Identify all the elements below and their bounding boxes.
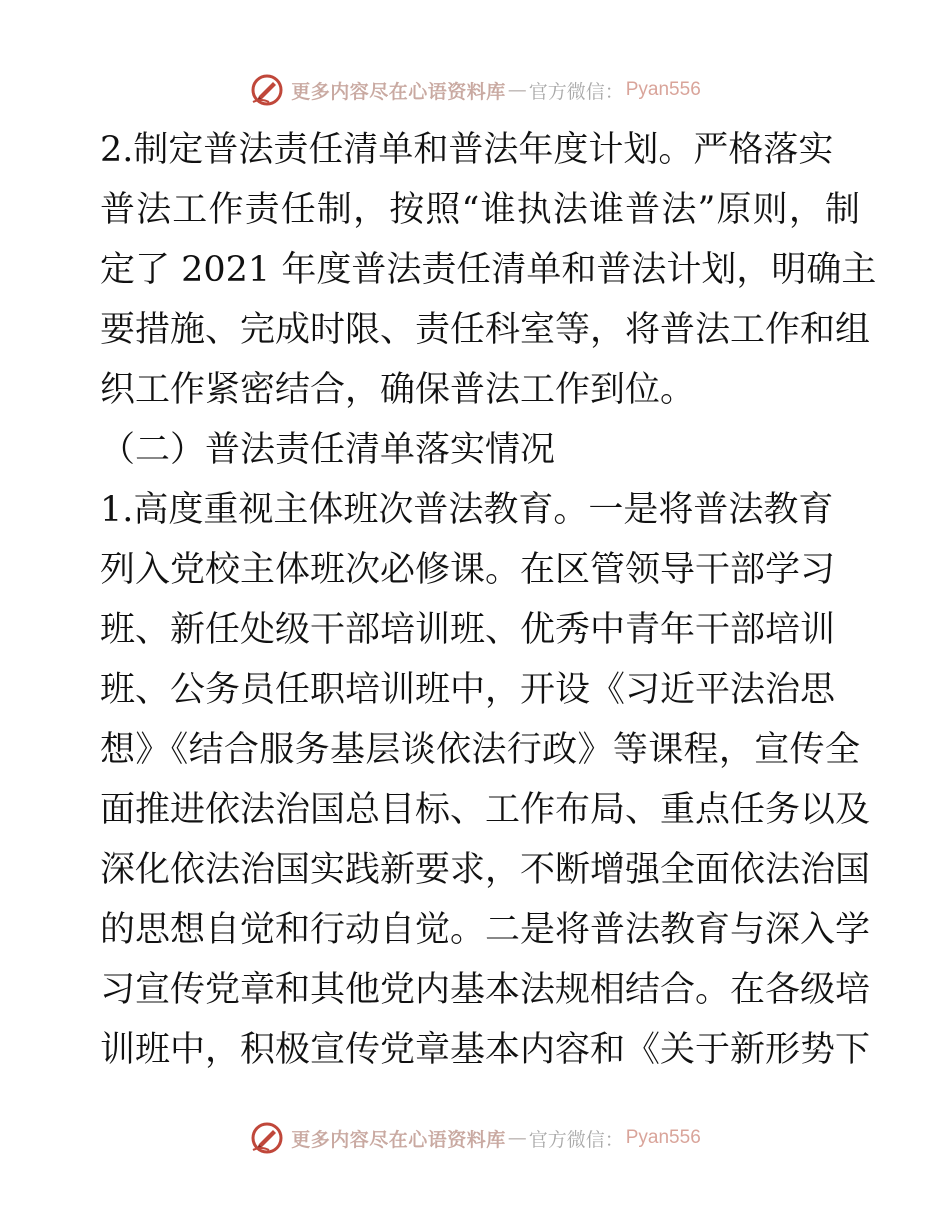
text-line: 训班中，积极宣传党章基本内容和《关于新形势下 [100, 1030, 871, 1070]
banner-main-text: 更多内容尽在心语资料库 [291, 1128, 506, 1151]
text-line: 深化依法治国实践新要求，不断增强全面依法治国 [100, 850, 871, 890]
paragraph [100, 120, 877, 420]
banner-main-text: 更多内容尽在心语资料库 [291, 80, 506, 103]
banner-separator: — [507, 1127, 527, 1149]
text-line: 的思想自觉和行动自觉。二是将普法教育与深入学 [100, 910, 871, 950]
section-heading-text: （二）普法责任清单落实情况 [100, 430, 556, 470]
text-line: 要措施、完成时限、责任科室等，将普法工作和组 [100, 310, 871, 350]
text-line: 想》《结合服务基层谈依法行政》等课程，宣传全 [100, 730, 860, 770]
footer-watermark-banner [0, 1118, 950, 1158]
section-heading [100, 420, 860, 480]
text-line: 定了 2021 年度普法责任清单和普法计划，明确主 [100, 250, 877, 290]
text-line: 班、新任处级干部培训班、优秀中青年干部培训 [100, 610, 836, 650]
text-line: 列入党校主体班次必修课。在区管领导干部学习 [100, 550, 836, 590]
text-line: 习宣传党章和其他党内基本法规相结合。在各级培 [100, 970, 871, 1010]
text-line: 2.制定普法责任清单和普法年度计划。严格落实 [100, 130, 834, 170]
text-line: 普法工作责任制，按照“谁执法谁普法”原则，制 [100, 190, 860, 230]
document-body [100, 120, 877, 1080]
banner-separator: — [507, 79, 527, 101]
text-line: 班、公务员任职培训班中，开设《习近平法治思 [100, 670, 836, 710]
pen-circle-logo-icon [249, 1120, 285, 1156]
paragraph [100, 480, 871, 1080]
text-line: 织工作紧密结合，确保普法工作到位。 [100, 370, 696, 410]
banner-sub-text: 官方微信： [528, 1128, 624, 1151]
banner-wechat-id: Pyan556 [625, 79, 701, 100]
banner-wechat-id: Pyan556 [625, 1127, 701, 1148]
text-line: 1.高度重视主体班次普法教育。一是将普法教育 [100, 490, 834, 530]
header-watermark-banner [0, 70, 950, 110]
text-line: 面推进依法治国总目标、工作布局、重点任务以及 [100, 790, 871, 830]
banner-sub-text: 官方微信： [528, 80, 624, 103]
pen-circle-logo-icon [249, 72, 285, 108]
